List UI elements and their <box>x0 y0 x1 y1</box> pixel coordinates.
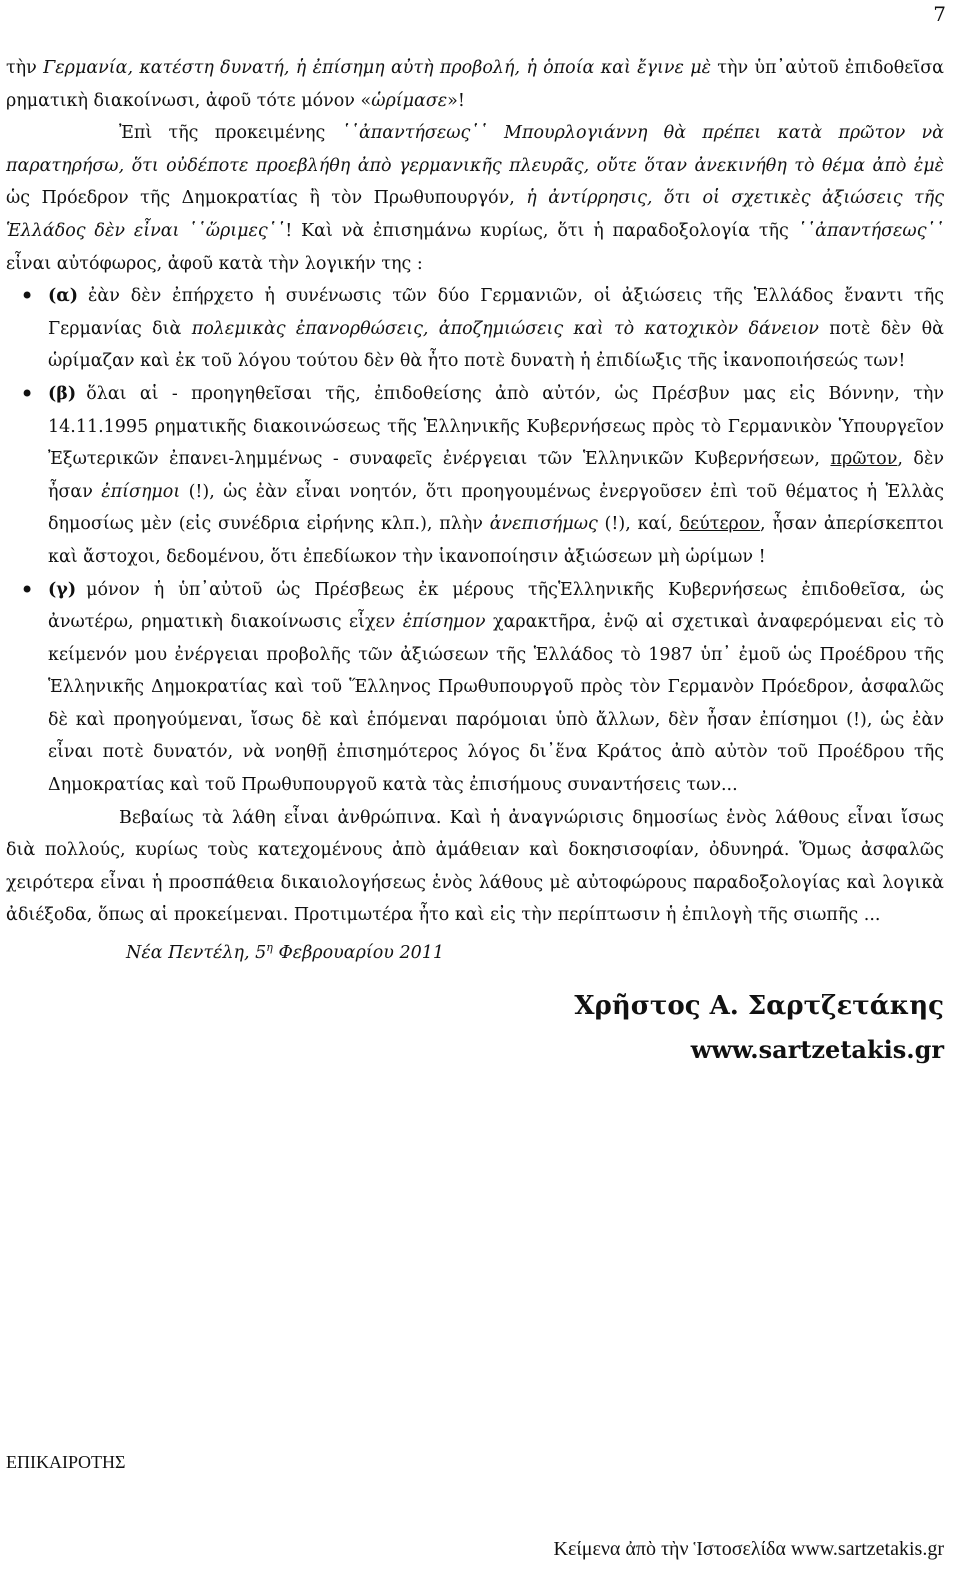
item-text: (!), καί, <box>597 514 680 535</box>
para-italic: ῾῾ἀπαντήσεως῾῾ Μπουρλογιάννη θὰ πρέπει κατὰ πρῶτον νὰ παρατηρήσω, ὅτι οὐδέποτε προεβλήθη ἀπὸ γερμανικῆς πλευρᾶς, οὔτε ὅταν ἀνεκινήθη τὸ θέμα ἀπὸ ἐμὲ <box>6 123 944 176</box>
list-item-b <box>6 378 944 574</box>
para-text: ὡς Πρόεδρον τῆς Δημοκρατίας ἢ τὸν Πρωθυπουργόν, <box>6 188 527 209</box>
item-underline: πρῶτον <box>830 449 898 470</box>
intro-text: τὴν <box>6 58 44 78</box>
intro-text: »! <box>447 90 465 111</box>
item-italic: πολεμικὰς ἐπανορθώσεις, ἀποζημιώσεις καὶ τὸ κατοχικὸν δάνειον <box>191 318 819 339</box>
item-text: χαρακτῆρα, ἐνῷ αἱ σχετικαὶ ἀναφερόμεναι εἰς τὸ κείμενόν μου ἐνέργειαι προβολῆς τῶν ἀξιώσεων τῆς Ἑλλάδος τὸ 1987 ὑπ᾽ ἐμοῦ ὡς Προέδρου τῆς Ἑλληνικῆς Δημοκρατίας καὶ τοῦ Ἕλληνος Πρωθυπουργοῦ πρὸς τὸν Γερμανὸν Πρόεδρον, ἀσφαλῶς δὲ καὶ προηγούμεναι, ἴσως δὲ καὶ ἑπόμεναι παρόμοιαι ὑπὸ ἄλλων, δὲν ἦσαν ἐπίσημοι (!), ὡς ἐὰν εἶναι ποτὲ δυνατόν, νὰ νοηθῇ ἐπισημότερος λόγος δι᾽ἕνα Κράτος ἀπὸ αὐτὸν τοῦ Προέδρου τῆς Δημοκρατίας καὶ τοῦ Πρωθυπουργοῦ κατὰ τὰς ἐπισήμους συναντήσεις των... <box>48 612 945 796</box>
signature-block <box>574 984 944 1072</box>
para-text: Ἐπὶ τῆς προκειμένης <box>119 123 342 144</box>
item-text: ὅλαι αἱ - προηγηθεῖσαι τῆς, ἐπιδοθείσης ἀπὸ αὐτόν, ὡς Πρέσβυν μας εἰς Βόννην, τὴν 14.11.1995 ρηματικῆς διακοινώσεως τῆς Ἑλληνικῆς Κυβερνήσεως πρὸς τὸ Γερμανικὸν Ὑπουργεῖον Ἐξωτερικῶν ἐπανει-λημμένως - συναφεῖς ἐνέργειαι τῶν Ἑλληνικῶν Κυβερνήσεων, <box>48 383 944 470</box>
list-item-a <box>6 280 944 378</box>
author-website: www.sartzetakis.gr <box>690 1035 944 1064</box>
item-text: , δὲν ἦσαν <box>48 449 944 502</box>
item-italic: ἐπίσημοι <box>101 481 181 502</box>
para-italic: ῾῾ἀπαντήσεως῾῾ <box>797 220 944 241</box>
item-text: ἐὰν δὲν ἐπήρχετο ἡ συνένωσις τῶν δύο Γερμανιῶν, οἱ ἀξιώσεις τῆς Ἑλλάδος ἔναντι τῆς Γερμανίας διὰ <box>48 286 944 339</box>
intro-text: τὴν ὑπ᾽αὐτοῦ ἐπιδοθεῖσα ρηματικὴ διακοίνωσι, ἀφοῦ τότε μόνον « <box>6 58 944 111</box>
item-text: (!), ὡς ἐὰν εἶναι νοητόν, ὅτι προηγουμένως ἐνεργοῦσεν ἐπὶ τοῦ θέματος ἡ Ἑλλὰς δημοσίως μὲν (εἰς συνέδρια εἰρήνης κλπ.), πλὴν <box>48 481 945 535</box>
author-name: Χρῆστος Α. Σαρτζετάκης <box>574 991 944 1021</box>
intro-paragraph <box>6 52 944 117</box>
paragraph-reply <box>6 117 944 280</box>
item-text: μόνον ἡ ὑπ᾽αὐτοῦ ὡς Πρέσβεως ἐκ μέρους τῆςἙλληνικῆς Κυβερνήσεως ἐπιδοθεῖσα, ὡς ἀνωτέρω, ρηματικὴ διακοίνωσις εἶχεν <box>48 579 944 633</box>
item-label: (α) <box>48 286 79 307</box>
item-italic: ἐπίσημον <box>402 612 486 633</box>
date-place: Νέα Πεντέλη, 5 <box>126 942 267 963</box>
intro-italic: Γερμανία, κατέστη δυνατή, ἡ ἐπίσημη αὐτὴ προβολή, ἡ ὁποία καὶ ἔγινε μὲ <box>43 58 711 78</box>
para-text: ! Καὶ νὰ ἐπισημάνω κυρίως, ὅτι ἡ παραδοξολογία τῆς <box>285 220 798 241</box>
list-item-c <box>6 574 944 802</box>
para-text: εἶναι αὐτόφωρος, ἀφοῦ κατὰ τὴν λογικήν της : <box>6 253 423 274</box>
document-body <box>6 52 944 969</box>
item-italic: ἀνεπισήμως <box>489 514 598 535</box>
date-rest: Φεβρουαρίου 2011 <box>272 942 445 963</box>
footer-source: Κείμενα ἀπὸ τὴν Ἱστοσελίδα www.sartzetakis.gr <box>553 1538 944 1560</box>
item-underline: δεύτερον <box>679 514 760 535</box>
item-text: , ἦσαν ἀπερίσκεπτοι καὶ ἄστοχοι, δεδομένου, ὅτι ἐπεδίωκον τὴν ἱκανοποίησιν ἀξιώσεων μὴ ὡρίμων ! <box>48 514 945 567</box>
para-italic: ἡ ἀντίρρησις, ὅτι οἱ σχετικὲς ἀξιώσεις τῆς Ἑλλάδος δὲν εἶναι ῾῾ὥριμες῾῾ <box>6 188 944 241</box>
date-line <box>6 932 944 969</box>
page-number: 7 <box>933 2 946 26</box>
intro-italic: ὡρίμασε <box>371 90 448 111</box>
item-text: ποτὲ δὲν θὰ ὡρίμαζαν καὶ ἐκ τοῦ λόγου τούτου δὲν θὰ ἦτο ποτὲ δυνατὴ ἡ ἐπιδίωξις τῆς ἱκανοποιήσεώς των! <box>48 318 945 372</box>
argument-list <box>6 280 944 802</box>
paragraph-conclusion: Βεβαίως τὰ λάθη εἶναι ἀνθρώπινα. Καὶ ἡ ἀναγνώρισις δημοσίως ἑνὸς λάθους εἶναι ἴσως διὰ πολλούς, κυρίως τοὺς κατεχομένους ἀπὸ ἀμάθειαν καὶ δοκησισοφίαν, ὀδυνηρά. Ὅμως ἀσφαλῶς χειρότερα εἶναι ἡ προσπάθεια δικαιολογήσεως ἑνὸς λάθους μὲ αὐτοφώρους παραδοξολογίας καὶ λογικὰ ἀδιέξοδα, ὅπως αἱ προκείμεναι. Προτιμωτέρα ἦτο καὶ εἰς τὴν περίπτωσιν ἡ ἐπιλογὴ τῆς σιωπῆς ... <box>6 807 944 926</box>
footer-category: ΕΠΙΚΑΙΡΟΤΗΣ <box>6 1452 126 1472</box>
item-label: (β) <box>48 383 77 404</box>
item-label: (γ) <box>48 579 77 600</box>
date-superscript: η <box>266 941 273 955</box>
